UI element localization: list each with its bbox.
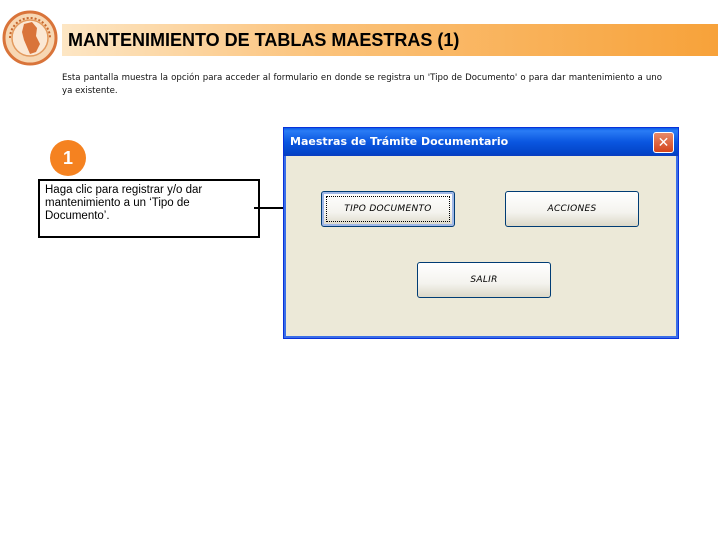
- dialog-client-area: [287, 156, 675, 335]
- salir-button[interactable]: [417, 262, 551, 298]
- institution-logo: [2, 2, 58, 74]
- step-number-badge: 1: [50, 140, 86, 176]
- close-icon: ✕: [657, 134, 670, 151]
- close-button[interactable]: [653, 132, 674, 153]
- dialog-titlebar[interactable]: [284, 128, 678, 156]
- dialog-window: [283, 127, 679, 339]
- salir-label: SALIR: [470, 275, 498, 285]
- tipo-documento-label: TIPO DOCUMENTO: [344, 204, 432, 214]
- acciones-label: ACCIONES: [547, 204, 597, 214]
- header-bar: [62, 24, 718, 56]
- page-description: Esta pantalla muestra la opción para acceder al formulario en donde se registra un 'Tipo de Documento' o para dar mantenimiento a uno ya existente.: [62, 73, 662, 96]
- tipo-documento-button[interactable]: [321, 191, 455, 227]
- seal-icon: [2, 2, 58, 74]
- acciones-button[interactable]: [505, 191, 639, 227]
- page-title: MANTENIMIENTO DE TABLAS MAESTRAS (1): [68, 30, 460, 50]
- dialog-title: Maestras de Trámite Documentario: [290, 135, 509, 148]
- step-instruction-callout: Haga clic para registrar y/o dar mantenimiento a un ‘Tipo de Documento’.: [38, 179, 260, 238]
